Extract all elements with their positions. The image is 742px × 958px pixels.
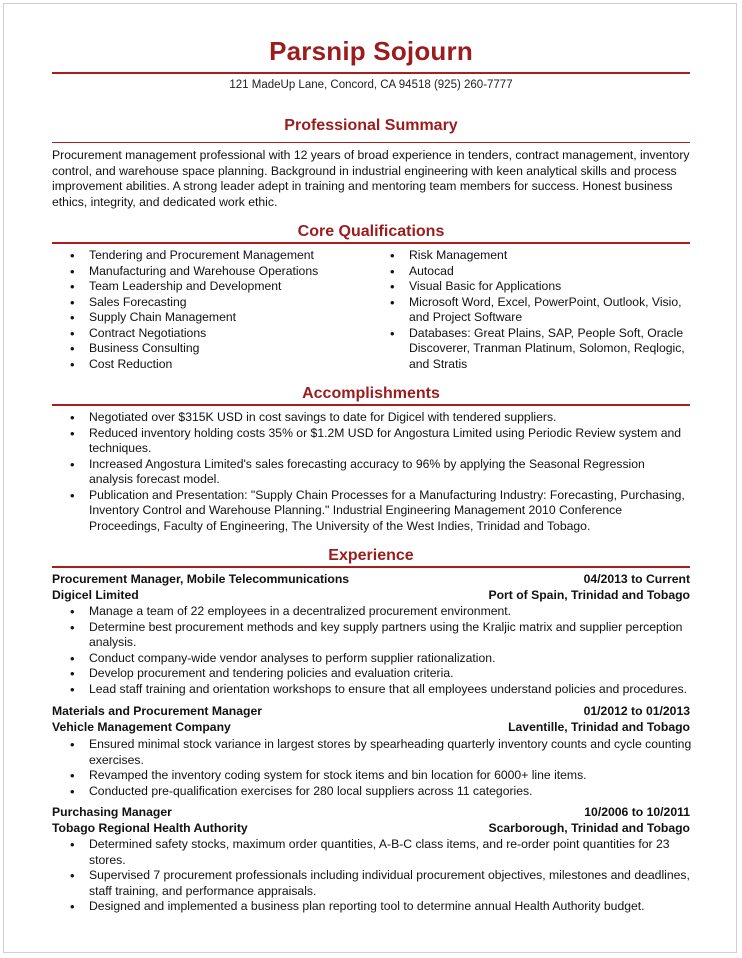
summary-heading: Professional Summary [284,117,458,134]
contact-line: 121 MadeUp Lane, Concord, CA 94518 (925) 260-7777 [229,79,513,91]
list-item: • Supervised 7 procurement professionals including individual procurement objectives, milestones and deadlines, staff training, and performance appraisals. [52,868,692,899]
job-dates: 10/2006 to 10/2011 [584,805,690,819]
job-dates: 04/2013 to Current [583,572,690,586]
accomplishments-list [52,410,692,534]
header-rule [52,72,690,74]
list-item: • Determined safety stocks, maximum order quantities, A-B-C class items, and re-order point quantities for 23 stores. [52,837,692,868]
accomplishments-heading: Accomplishments [302,385,440,402]
list-item: • Visual Basic for Applications [372,279,692,295]
list-item: • Business Consulting [52,341,372,357]
experience-rule [52,566,690,568]
job-location: Scarborough, Trinidad and Tobago [488,821,690,835]
job-bullets [52,837,692,915]
candidate-name: Parsnip Sojourn [269,36,473,66]
summary-rule [52,142,690,143]
list-item: • Manage a team of 22 employees in a decentralized procurement environment. [52,604,692,620]
summary-text: Procurement management professional with 12 years of broad experience in tenders, contract management, inventory control, and warehouse space planning. Background in industrial engineering with keen analytical skills and process improvement abilities. A strong leader adept in training and mentoring team members for success. Honest business ethics, integrity, and dedicated work ethic. [52,148,690,209]
list-item: • Increased Angostura Limited's sales forecasting accuracy to 96% by applying the Seasonal Regression analysis forecast model. [52,457,692,488]
list-item: • Risk Management [372,248,692,264]
list-item: • Tendering and Procurement Management [52,248,372,264]
job-company: Tobago Regional Health Authority [52,821,248,835]
list-item: • Revamped the inventory coding system for stock items and bin location for 6000+ line items. [52,768,692,784]
list-item: • Supply Chain Management [52,310,372,326]
list-item: • Conducted pre-qualification exercises for 280 local suppliers across 11 categories. [52,784,692,800]
list-item: • Autocad [372,264,692,280]
list-item: • Designed and implemented a business plan reporting tool to determine annual Health Authority budget. [52,899,692,915]
qualifications-left-list [52,248,372,372]
job-company-row [52,588,690,604]
job-company-row [52,720,690,736]
list-item: • Sales Forecasting [52,295,372,311]
list-item: • Manufacturing and Warehouse Operations [52,264,372,280]
job-dates: 01/2012 to 01/2013 [583,704,690,718]
list-item: • Develop procurement and tendering policies and evaluation criteria. [52,666,692,682]
job-company: Vehicle Management Company [52,720,231,734]
list-item: • Determine best procurement methods and key supply partners using the Kraljic matrix and supplier perception analysis. [52,620,692,651]
list-item: • Publication and Presentation: "Supply Chain Processes for a Manufacturing Industry: Forecasting, Purchasing, Inventory Control and Warehouse Planning." Industrial Engineering Management 2010 Conference Proceedings, Faculty of Engineering, The University of the West Indies, Trinidad and Tobago. [52,488,692,535]
job-title-row [52,704,690,720]
list-item: • Databases: Great Plains, SAP, People Soft, Oracle Discoverer, Tranman Platinum, Solomon, Reqlogic, and Stratis [372,326,692,373]
list-item: • Negotiated over $315K USD in cost savings to date for Digicel with tendered suppliers. [52,410,692,426]
job-title: Materials and Procurement Manager [52,704,262,718]
job-title-row [52,572,690,588]
job-bullets [52,604,692,697]
job-location: Port of Spain, Trinidad and Tobago [488,588,690,602]
job-company-row [52,821,690,837]
list-item: • Team Leadership and Development [52,279,372,295]
job-title: Purchasing Manager [52,805,172,819]
experience-heading: Experience [328,547,414,564]
job-title-row [52,805,690,821]
job-company: Digicel Limited [52,588,139,602]
job-bullets [52,737,692,799]
qualifications-heading: Core Qualifications [297,223,445,240]
list-item: • Lead staff training and orientation workshops to ensure that all employees understand policies and procedures. [52,682,692,698]
list-item: • Reduced inventory holding costs 35% or $1.2M USD for Angostura Limited using Periodic Review system and techniques. [52,426,692,457]
qualifications-rule [52,242,690,244]
list-item: • Conduct company-wide vendor analyses to perform supplier rationalization. [52,651,692,667]
job-location: Laventille, Trinidad and Tobago [508,720,690,734]
list-item: • Microsoft Word, Excel, PowerPoint, Outlook, Visio, and Project Software [372,295,692,326]
list-item: • Contract Negotiations [52,326,372,342]
job-title: Procurement Manager, Mobile Telecommunications [52,572,350,586]
list-item: • Ensured minimal stock variance in largest stores by spearheading quarterly inventory counts and cycle counting exercises. [52,737,692,768]
qualifications-right-list [372,248,692,372]
accomplishments-rule [52,404,690,406]
list-item: • Cost Reduction [52,357,372,373]
